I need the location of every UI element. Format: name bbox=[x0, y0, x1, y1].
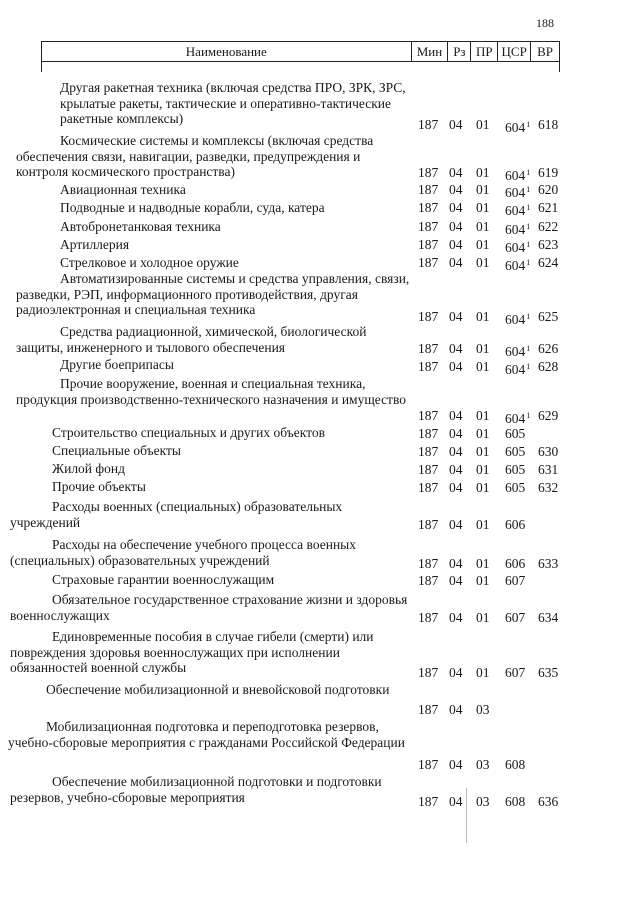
footnote-marker: 1 bbox=[526, 411, 531, 420]
row-codes bbox=[0, 255, 640, 271]
faint-vertical-mark bbox=[466, 788, 467, 843]
code-csr: $604^1$ bbox=[505, 344, 531, 359]
row-codes bbox=[0, 309, 640, 325]
code-pr: 01 bbox=[476, 408, 490, 423]
code-csr: $604^1$ bbox=[505, 240, 531, 255]
code-csr: 606 bbox=[505, 556, 526, 571]
code-csr: 605 bbox=[505, 462, 526, 477]
code-vr: 634 bbox=[538, 610, 559, 625]
row-name: Расходы на обеспечение учебного процесса военных (специальных) образовательных учреждений bbox=[10, 537, 357, 568]
code-rz: 04 bbox=[449, 517, 463, 532]
footnote-marker: 1 bbox=[526, 185, 531, 194]
row-codes bbox=[0, 462, 640, 478]
code-csr: $604^1$ bbox=[505, 258, 531, 273]
code-rz: 04 bbox=[449, 408, 463, 423]
code-pr: 01 bbox=[476, 341, 490, 356]
code-pr: 01 bbox=[476, 665, 490, 680]
code-rz: 04 bbox=[449, 219, 463, 234]
code-pr: 03 bbox=[476, 702, 490, 717]
code-pr: 01 bbox=[476, 255, 490, 270]
footnote-marker: 1 bbox=[526, 222, 531, 231]
row-name: Мобилизационная подготовка и переподготовка резервов, учебно-сборовые мероприятия с гражданами Российской Федерации bbox=[8, 719, 405, 750]
code-pr: 01 bbox=[476, 117, 490, 132]
code-rz: 04 bbox=[449, 182, 463, 197]
row-name: Прочие объекты bbox=[52, 479, 146, 494]
row-codes bbox=[0, 359, 640, 375]
code-vr: 624 bbox=[538, 255, 559, 270]
code-rz: 04 bbox=[449, 237, 463, 252]
row-codes bbox=[0, 200, 640, 216]
row-name: Автоматизированные системы и средства управления, связи, разведки, РЭП, информационного противодействия, другая радиоэлектронная и специальная техника bbox=[16, 271, 410, 317]
code-vr: 631 bbox=[538, 462, 559, 477]
row-codes bbox=[0, 480, 640, 496]
code-rz: 04 bbox=[449, 255, 463, 270]
row-name: Другая ракетная техника (включая средства ПРО, ЗРК, ЗРС, крылатые ракеты, тактические и оперативно-тактические ракетные комплексы) bbox=[60, 80, 406, 126]
code-csr: $604^1$ bbox=[505, 203, 531, 218]
code-csr: 608 bbox=[505, 794, 526, 809]
row-codes bbox=[0, 426, 640, 442]
code-vr: 629 bbox=[538, 408, 559, 423]
header-min: Мин bbox=[411, 42, 448, 61]
code-min: 187 bbox=[418, 573, 439, 588]
code-min: 187 bbox=[418, 182, 439, 197]
row-codes bbox=[0, 237, 640, 253]
footnote-marker: 1 bbox=[526, 344, 531, 353]
code-min: 187 bbox=[418, 757, 439, 772]
row-codes bbox=[0, 444, 640, 460]
code-pr: 01 bbox=[476, 426, 490, 441]
row-name: Авиационная техника bbox=[60, 182, 186, 197]
code-csr: 608 bbox=[505, 757, 526, 772]
code-vr: 618 bbox=[538, 117, 559, 132]
page-number: 188 bbox=[536, 16, 554, 30]
code-rz: 04 bbox=[449, 480, 463, 495]
row-name: Подводные и надводные корабли, суда, катера bbox=[60, 200, 325, 215]
code-pr: 01 bbox=[476, 182, 490, 197]
code-csr: 605 bbox=[505, 480, 526, 495]
row-name: Расходы военных (специальных) образовательных учреждений bbox=[10, 499, 343, 530]
header-rz: Рз bbox=[447, 42, 470, 61]
footnote-marker: 1 bbox=[526, 312, 531, 321]
code-csr: $604^1$ bbox=[505, 185, 531, 200]
header-pr: ПР bbox=[470, 42, 497, 61]
code-csr: 607 bbox=[505, 610, 526, 625]
code-vr: 635 bbox=[538, 665, 559, 680]
row-codes bbox=[0, 573, 640, 589]
code-min: 187 bbox=[418, 610, 439, 625]
code-rz: 04 bbox=[449, 794, 463, 809]
code-pr: 01 bbox=[476, 219, 490, 234]
row-codes bbox=[0, 341, 640, 357]
code-vr: 628 bbox=[538, 359, 559, 374]
code-pr: 01 bbox=[476, 556, 490, 571]
row-name: Обеспечение мобилизационной подготовки и подготовки резервов, учебно-сборовые мероприятия bbox=[10, 774, 382, 805]
code-vr: 620 bbox=[538, 182, 559, 197]
row-codes bbox=[0, 665, 640, 681]
code-csr: 605 bbox=[505, 426, 526, 441]
code-csr: $604^1$ bbox=[505, 362, 531, 377]
code-vr: 622 bbox=[538, 219, 559, 234]
code-pr: 01 bbox=[476, 309, 490, 324]
row-codes bbox=[0, 517, 640, 533]
code-rz: 04 bbox=[449, 165, 463, 180]
code-min: 187 bbox=[418, 165, 439, 180]
code-rz: 04 bbox=[449, 200, 463, 215]
row-codes bbox=[0, 408, 640, 424]
code-rz: 04 bbox=[449, 462, 463, 477]
code-min: 187 bbox=[418, 702, 439, 717]
header-vr: ВР bbox=[530, 42, 559, 61]
code-pr: 01 bbox=[476, 517, 490, 532]
code-min: 187 bbox=[418, 462, 439, 477]
code-vr: 626 bbox=[538, 341, 559, 356]
footnote-marker: 1 bbox=[526, 362, 531, 371]
code-csr: $604^1$ bbox=[505, 168, 531, 183]
code-pr: 01 bbox=[476, 480, 490, 495]
row-codes bbox=[0, 757, 640, 773]
code-min: 187 bbox=[418, 309, 439, 324]
row-name: Обеспечение мобилизационной и вневойсковой подготовки bbox=[46, 682, 390, 697]
code-min: 187 bbox=[418, 219, 439, 234]
code-pr: 03 bbox=[476, 794, 490, 809]
header-csr: ЦСР bbox=[497, 42, 530, 61]
code-vr: 633 bbox=[538, 556, 559, 571]
code-rz: 04 bbox=[449, 702, 463, 717]
row-codes bbox=[0, 556, 640, 572]
code-min: 187 bbox=[418, 426, 439, 441]
code-vr: 623 bbox=[538, 237, 559, 252]
code-min: 187 bbox=[418, 517, 439, 532]
row-codes bbox=[0, 219, 640, 235]
row-name: Другие боеприпасы bbox=[60, 357, 174, 372]
code-csr: 607 bbox=[505, 665, 526, 680]
code-min: 187 bbox=[418, 556, 439, 571]
code-csr: $604^1$ bbox=[505, 312, 531, 327]
code-csr: 607 bbox=[505, 573, 526, 588]
code-min: 187 bbox=[418, 341, 439, 356]
row-name: Страховые гарантии военнослужащим bbox=[52, 572, 275, 587]
code-vr: 630 bbox=[538, 444, 559, 459]
row-codes bbox=[0, 182, 640, 198]
row-name: Артиллерия bbox=[60, 237, 130, 252]
code-pr: 01 bbox=[476, 444, 490, 459]
code-pr: 01 bbox=[476, 462, 490, 477]
code-rz: 04 bbox=[449, 757, 463, 772]
row-codes bbox=[0, 610, 640, 626]
footnote-marker: 1 bbox=[526, 168, 531, 177]
code-min: 187 bbox=[418, 255, 439, 270]
footnote-marker: 1 bbox=[526, 258, 531, 267]
code-min: 187 bbox=[418, 665, 439, 680]
code-csr: $604^1$ bbox=[505, 120, 531, 135]
code-rz: 04 bbox=[449, 309, 463, 324]
code-rz: 04 bbox=[449, 444, 463, 459]
code-rz: 04 bbox=[449, 359, 463, 374]
footnote-marker: 1 bbox=[526, 240, 531, 249]
row-name: Космические системы и комплексы (включая средства обеспечения связи, навигации, разведки, предупреждения и контроля космического пространства) bbox=[16, 133, 374, 179]
code-min: 187 bbox=[418, 408, 439, 423]
code-min: 187 bbox=[418, 237, 439, 252]
row-name: Прочие вооружение, военная и специальная техника, продукция производственно-технического назначения и имущество bbox=[16, 376, 406, 407]
row-name: Автобронетанковая техника bbox=[60, 219, 221, 234]
footnote-marker: 1 bbox=[526, 120, 531, 129]
code-min: 187 bbox=[418, 480, 439, 495]
row-name: Единовременные пособия в случае гибели (смерти) или повреждения здоровья военнослужащих при исполнении обязанностей военной службы bbox=[10, 629, 374, 675]
code-pr: 03 bbox=[476, 757, 490, 772]
row-codes bbox=[0, 794, 640, 810]
row-name: Строительство специальных и других объектов bbox=[52, 425, 325, 440]
row-codes bbox=[0, 165, 640, 181]
code-rz: 04 bbox=[449, 341, 463, 356]
code-vr: 621 bbox=[538, 200, 559, 215]
code-min: 187 bbox=[418, 444, 439, 459]
code-min: 187 bbox=[418, 117, 439, 132]
code-pr: 01 bbox=[476, 573, 490, 588]
row-name: Стрелковое и холодное оружие bbox=[60, 255, 239, 270]
row-codes bbox=[0, 117, 640, 133]
code-pr: 01 bbox=[476, 165, 490, 180]
footnote-marker: 1 bbox=[526, 203, 531, 212]
code-pr: 01 bbox=[476, 200, 490, 215]
code-csr: 606 bbox=[505, 517, 526, 532]
code-min: 187 bbox=[418, 359, 439, 374]
code-rz: 04 bbox=[449, 665, 463, 680]
code-vr: 632 bbox=[538, 480, 559, 495]
code-rz: 04 bbox=[449, 573, 463, 588]
code-min: 187 bbox=[418, 794, 439, 809]
row-name: Средства радиационной, химической, биологической защиты, инженерного и тылового обеспечения bbox=[16, 324, 367, 355]
row-name: Специальные объекты bbox=[52, 443, 181, 458]
code-vr: 625 bbox=[538, 309, 559, 324]
header-name: Наименование bbox=[185, 43, 267, 59]
row-name: Жилой фонд bbox=[52, 461, 125, 476]
code-csr: $604^1$ bbox=[505, 411, 531, 426]
code-rz: 04 bbox=[449, 610, 463, 625]
code-pr: 01 bbox=[476, 359, 490, 374]
code-rz: 04 bbox=[449, 426, 463, 441]
row-codes bbox=[0, 702, 640, 718]
code-csr: 605 bbox=[505, 444, 526, 459]
code-vr: 636 bbox=[538, 794, 559, 809]
code-rz: 04 bbox=[449, 556, 463, 571]
code-pr: 01 bbox=[476, 610, 490, 625]
code-vr: 619 bbox=[538, 165, 559, 180]
code-pr: 01 bbox=[476, 237, 490, 252]
code-rz: 04 bbox=[449, 117, 463, 132]
code-csr: $604^1$ bbox=[505, 222, 531, 237]
code-min: 187 bbox=[418, 200, 439, 215]
row-name: Обязательное государственное страхование жизни и здоровья военнослужащих bbox=[10, 592, 408, 623]
